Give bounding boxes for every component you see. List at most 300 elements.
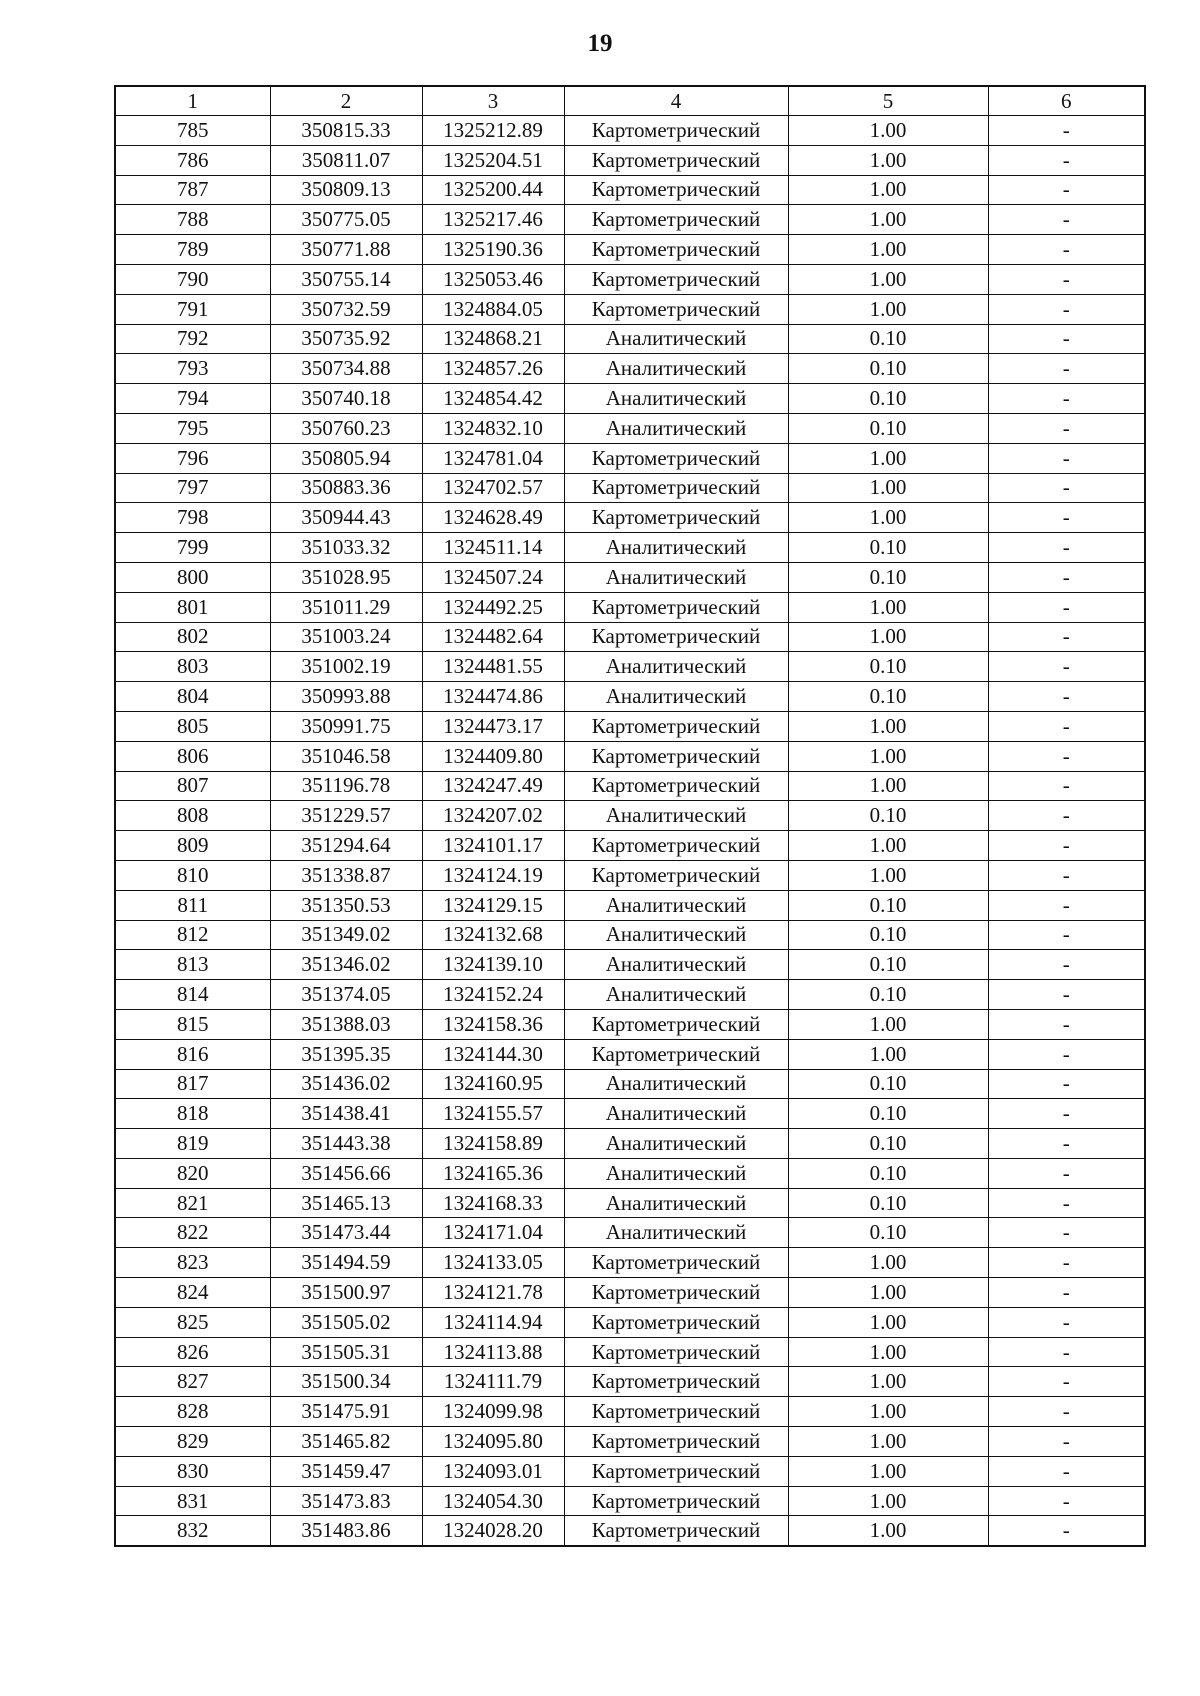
accuracy-cell: 1.00: [788, 145, 988, 175]
x-coordinate-cell: 351002.19: [270, 652, 422, 682]
accuracy-cell: 1.00: [788, 235, 988, 265]
x-coordinate-cell: 351346.02: [270, 950, 422, 980]
table-row: [115, 1218, 1145, 1248]
accuracy-cell: 0.10: [788, 324, 988, 354]
y-coordinate-cell: 1324099.98: [422, 1397, 564, 1427]
y-coordinate-cell: 1325212.89: [422, 116, 564, 146]
method-cell: Картометрический: [564, 1248, 788, 1278]
point-number-cell: 829: [115, 1427, 270, 1457]
x-coordinate-cell: 351500.97: [270, 1278, 422, 1308]
x-coordinate-cell: 350775.05: [270, 205, 422, 235]
method-cell: Аналитический: [564, 1099, 788, 1129]
x-coordinate-cell: 350993.88: [270, 682, 422, 712]
note-cell: -: [988, 443, 1145, 473]
accuracy-cell: 0.10: [788, 413, 988, 443]
note-cell: -: [988, 771, 1145, 801]
accuracy-cell: 0.10: [788, 354, 988, 384]
table-row: [115, 890, 1145, 920]
note-cell: -: [988, 1129, 1145, 1159]
table-row: [115, 503, 1145, 533]
method-cell: Картометрический: [564, 503, 788, 533]
accuracy-cell: 0.10: [788, 890, 988, 920]
note-cell: -: [988, 503, 1145, 533]
y-coordinate-cell: 1324111.79: [422, 1367, 564, 1397]
point-number-cell: 796: [115, 443, 270, 473]
point-number-cell: 810: [115, 860, 270, 890]
y-coordinate-cell: 1324409.80: [422, 741, 564, 771]
method-cell: Картометрический: [564, 443, 788, 473]
x-coordinate-cell: 351033.32: [270, 533, 422, 563]
accuracy-cell: 0.10: [788, 1129, 988, 1159]
point-number-cell: 792: [115, 324, 270, 354]
method-cell: Картометрический: [564, 235, 788, 265]
note-cell: -: [988, 1218, 1145, 1248]
y-coordinate-cell: 1324101.17: [422, 831, 564, 861]
point-number-cell: 790: [115, 264, 270, 294]
table-row: [115, 860, 1145, 890]
note-cell: -: [988, 264, 1145, 294]
point-number-cell: 809: [115, 831, 270, 861]
x-coordinate-cell: 350883.36: [270, 473, 422, 503]
note-cell: -: [988, 1188, 1145, 1218]
x-coordinate-cell: 351338.87: [270, 860, 422, 890]
x-coordinate-cell: 351456.66: [270, 1158, 422, 1188]
note-cell: -: [988, 1069, 1145, 1099]
method-cell: Картометрический: [564, 175, 788, 205]
table-row: [115, 324, 1145, 354]
table-row: [115, 920, 1145, 950]
point-number-cell: 786: [115, 145, 270, 175]
y-coordinate-cell: 1324158.36: [422, 1009, 564, 1039]
method-cell: Аналитический: [564, 1218, 788, 1248]
table-row: [115, 1009, 1145, 1039]
column-header: 1: [115, 86, 270, 116]
point-number-cell: 798: [115, 503, 270, 533]
table-row: [115, 1397, 1145, 1427]
y-coordinate-cell: 1324113.88: [422, 1337, 564, 1367]
point-number-cell: 799: [115, 533, 270, 563]
method-cell: Картометрический: [564, 1278, 788, 1308]
table-row: [115, 264, 1145, 294]
table-row: [115, 1069, 1145, 1099]
y-coordinate-cell: 1324095.80: [422, 1427, 564, 1457]
method-cell: Картометрический: [564, 622, 788, 652]
x-coordinate-cell: 350732.59: [270, 294, 422, 324]
method-cell: Картометрический: [564, 145, 788, 175]
y-coordinate-cell: 1324492.25: [422, 592, 564, 622]
column-header: 3: [422, 86, 564, 116]
table-row: [115, 1278, 1145, 1308]
point-number-cell: 818: [115, 1099, 270, 1129]
accuracy-cell: 0.10: [788, 1218, 988, 1248]
table-row: [115, 1516, 1145, 1546]
table-body: [115, 116, 1145, 1547]
method-cell: Картометрический: [564, 264, 788, 294]
note-cell: -: [988, 741, 1145, 771]
y-coordinate-cell: 1325200.44: [422, 175, 564, 205]
y-coordinate-cell: 1324884.05: [422, 294, 564, 324]
accuracy-cell: 0.10: [788, 950, 988, 980]
accuracy-cell: 1.00: [788, 443, 988, 473]
x-coordinate-cell: 351350.53: [270, 890, 422, 920]
table-row: [115, 443, 1145, 473]
y-coordinate-cell: 1324124.19: [422, 860, 564, 890]
accuracy-cell: 1.00: [788, 1009, 988, 1039]
accuracy-cell: 0.10: [788, 920, 988, 950]
point-number-cell: 803: [115, 652, 270, 682]
accuracy-cell: 1.00: [788, 592, 988, 622]
y-coordinate-cell: 1324155.57: [422, 1099, 564, 1129]
point-number-cell: 804: [115, 682, 270, 712]
x-coordinate-cell: 351459.47: [270, 1456, 422, 1486]
y-coordinate-cell: 1324702.57: [422, 473, 564, 503]
column-header: 6: [988, 86, 1145, 116]
accuracy-cell: 0.10: [788, 1158, 988, 1188]
y-coordinate-cell: 1324857.26: [422, 354, 564, 384]
accuracy-cell: 0.10: [788, 1069, 988, 1099]
y-coordinate-cell: 1324507.24: [422, 562, 564, 592]
note-cell: -: [988, 652, 1145, 682]
x-coordinate-cell: 350815.33: [270, 116, 422, 146]
method-cell: Картометрический: [564, 473, 788, 503]
point-number-cell: 822: [115, 1218, 270, 1248]
point-number-cell: 788: [115, 205, 270, 235]
y-coordinate-cell: 1324511.14: [422, 533, 564, 563]
x-coordinate-cell: 351505.31: [270, 1337, 422, 1367]
point-number-cell: 805: [115, 711, 270, 741]
y-coordinate-cell: 1325217.46: [422, 205, 564, 235]
point-number-cell: 816: [115, 1039, 270, 1069]
x-coordinate-cell: 351028.95: [270, 562, 422, 592]
method-cell: Аналитический: [564, 533, 788, 563]
x-coordinate-cell: 351436.02: [270, 1069, 422, 1099]
note-cell: -: [988, 235, 1145, 265]
x-coordinate-cell: 350760.23: [270, 413, 422, 443]
method-cell: Аналитический: [564, 324, 788, 354]
note-cell: -: [988, 950, 1145, 980]
table-row: [115, 592, 1145, 622]
method-cell: Аналитический: [564, 1188, 788, 1218]
method-cell: Картометрический: [564, 741, 788, 771]
point-number-cell: 819: [115, 1129, 270, 1159]
y-coordinate-cell: 1324247.49: [422, 771, 564, 801]
point-number-cell: 817: [115, 1069, 270, 1099]
accuracy-cell: 1.00: [788, 264, 988, 294]
y-coordinate-cell: 1324144.30: [422, 1039, 564, 1069]
x-coordinate-cell: 351475.91: [270, 1397, 422, 1427]
table-row: [115, 562, 1145, 592]
table-row: [115, 1307, 1145, 1337]
note-cell: -: [988, 682, 1145, 712]
method-cell: Аналитический: [564, 890, 788, 920]
method-cell: Картометрический: [564, 116, 788, 146]
point-number-cell: 791: [115, 294, 270, 324]
note-cell: -: [988, 533, 1145, 563]
point-number-cell: 831: [115, 1486, 270, 1516]
table-row: [115, 205, 1145, 235]
note-cell: -: [988, 711, 1145, 741]
y-coordinate-cell: 1324474.86: [422, 682, 564, 712]
note-cell: -: [988, 205, 1145, 235]
x-coordinate-cell: 351438.41: [270, 1099, 422, 1129]
table-row: [115, 1099, 1145, 1129]
note-cell: -: [988, 294, 1145, 324]
note-cell: -: [988, 1158, 1145, 1188]
point-number-cell: 797: [115, 473, 270, 503]
method-cell: Аналитический: [564, 682, 788, 712]
x-coordinate-cell: 350944.43: [270, 503, 422, 533]
note-cell: -: [988, 1039, 1145, 1069]
accuracy-cell: 0.10: [788, 652, 988, 682]
note-cell: -: [988, 354, 1145, 384]
method-cell: Картометрический: [564, 1009, 788, 1039]
point-number-cell: 814: [115, 980, 270, 1010]
x-coordinate-cell: 351473.83: [270, 1486, 422, 1516]
accuracy-cell: 1.00: [788, 1397, 988, 1427]
method-cell: Картометрический: [564, 1307, 788, 1337]
accuracy-cell: 0.10: [788, 1188, 988, 1218]
x-coordinate-cell: 351395.35: [270, 1039, 422, 1069]
y-coordinate-cell: 1324093.01: [422, 1456, 564, 1486]
table-row: [115, 1367, 1145, 1397]
point-number-cell: 795: [115, 413, 270, 443]
method-cell: Картометрический: [564, 592, 788, 622]
method-cell: Картометрический: [564, 294, 788, 324]
accuracy-cell: 1.00: [788, 831, 988, 861]
method-cell: Аналитический: [564, 920, 788, 950]
x-coordinate-cell: 351046.58: [270, 741, 422, 771]
y-coordinate-cell: 1324152.24: [422, 980, 564, 1010]
point-number-cell: 812: [115, 920, 270, 950]
y-coordinate-cell: 1324165.36: [422, 1158, 564, 1188]
y-coordinate-cell: 1324133.05: [422, 1248, 564, 1278]
accuracy-cell: 0.10: [788, 384, 988, 414]
x-coordinate-cell: 350991.75: [270, 711, 422, 741]
accuracy-cell: 0.10: [788, 682, 988, 712]
y-coordinate-cell: 1324129.15: [422, 890, 564, 920]
point-number-cell: 789: [115, 235, 270, 265]
method-cell: Аналитический: [564, 413, 788, 443]
method-cell: Картометрический: [564, 711, 788, 741]
point-number-cell: 824: [115, 1278, 270, 1308]
point-number-cell: 825: [115, 1307, 270, 1337]
method-cell: Аналитический: [564, 801, 788, 831]
note-cell: -: [988, 324, 1145, 354]
accuracy-cell: 1.00: [788, 294, 988, 324]
point-number-cell: 821: [115, 1188, 270, 1218]
accuracy-cell: 1.00: [788, 1427, 988, 1457]
accuracy-cell: 0.10: [788, 1099, 988, 1129]
table-row: [115, 1039, 1145, 1069]
accuracy-cell: 1.00: [788, 473, 988, 503]
accuracy-cell: 1.00: [788, 741, 988, 771]
y-coordinate-cell: 1324207.02: [422, 801, 564, 831]
table-row: [115, 294, 1145, 324]
table-row: [115, 771, 1145, 801]
accuracy-cell: 0.10: [788, 562, 988, 592]
x-coordinate-cell: 351011.29: [270, 592, 422, 622]
method-cell: Аналитический: [564, 1129, 788, 1159]
x-coordinate-cell: 350735.92: [270, 324, 422, 354]
method-cell: Картометрический: [564, 1039, 788, 1069]
method-cell: Картометрический: [564, 1456, 788, 1486]
x-coordinate-cell: 351505.02: [270, 1307, 422, 1337]
table-row: [115, 1337, 1145, 1367]
method-cell: Картометрический: [564, 205, 788, 235]
x-coordinate-cell: 350734.88: [270, 354, 422, 384]
method-cell: Картометрический: [564, 860, 788, 890]
x-coordinate-cell: 350740.18: [270, 384, 422, 414]
point-number-cell: 811: [115, 890, 270, 920]
method-cell: Аналитический: [564, 384, 788, 414]
table-row: [115, 145, 1145, 175]
x-coordinate-cell: 351465.13: [270, 1188, 422, 1218]
accuracy-cell: 1.00: [788, 1456, 988, 1486]
accuracy-cell: 1.00: [788, 771, 988, 801]
table-row: [115, 980, 1145, 1010]
note-cell: -: [988, 384, 1145, 414]
coordinates-table: [114, 85, 1146, 1547]
method-cell: Картометрический: [564, 1427, 788, 1457]
table-row: [115, 533, 1145, 563]
accuracy-cell: 1.00: [788, 1278, 988, 1308]
method-cell: Аналитический: [564, 980, 788, 1010]
x-coordinate-cell: 350755.14: [270, 264, 422, 294]
y-coordinate-cell: 1324781.04: [422, 443, 564, 473]
y-coordinate-cell: 1324158.89: [422, 1129, 564, 1159]
table-row: [115, 384, 1145, 414]
point-number-cell: 785: [115, 116, 270, 146]
point-number-cell: 807: [115, 771, 270, 801]
column-header: 5: [788, 86, 988, 116]
method-cell: Аналитический: [564, 1069, 788, 1099]
point-number-cell: 813: [115, 950, 270, 980]
method-cell: Картометрический: [564, 771, 788, 801]
page-number: 19: [587, 30, 613, 57]
note-cell: -: [988, 116, 1145, 146]
accuracy-cell: 1.00: [788, 1307, 988, 1337]
x-coordinate-cell: 351443.38: [270, 1129, 422, 1159]
table-row: [115, 1248, 1145, 1278]
accuracy-cell: 1.00: [788, 1248, 988, 1278]
y-coordinate-cell: 1324054.30: [422, 1486, 564, 1516]
x-coordinate-cell: 351196.78: [270, 771, 422, 801]
note-cell: -: [988, 473, 1145, 503]
y-coordinate-cell: 1324628.49: [422, 503, 564, 533]
table-row: [115, 235, 1145, 265]
note-cell: -: [988, 175, 1145, 205]
note-cell: -: [988, 145, 1145, 175]
table-row: [115, 950, 1145, 980]
y-coordinate-cell: 1325053.46: [422, 264, 564, 294]
table-row: [115, 1158, 1145, 1188]
y-coordinate-cell: 1324132.68: [422, 920, 564, 950]
note-cell: -: [988, 860, 1145, 890]
note-cell: -: [988, 980, 1145, 1010]
table-header-row: [115, 86, 1145, 116]
method-cell: Аналитический: [564, 562, 788, 592]
point-number-cell: 801: [115, 592, 270, 622]
method-cell: Картометрический: [564, 1367, 788, 1397]
accuracy-cell: 1.00: [788, 1486, 988, 1516]
method-cell: Картометрический: [564, 1516, 788, 1546]
note-cell: -: [988, 622, 1145, 652]
point-number-cell: 808: [115, 801, 270, 831]
point-number-cell: 830: [115, 1456, 270, 1486]
note-cell: -: [988, 1099, 1145, 1129]
table-row: [115, 354, 1145, 384]
accuracy-cell: 1.00: [788, 503, 988, 533]
y-coordinate-cell: 1325190.36: [422, 235, 564, 265]
table-row: [115, 1486, 1145, 1516]
y-coordinate-cell: 1324139.10: [422, 950, 564, 980]
x-coordinate-cell: 351473.44: [270, 1218, 422, 1248]
x-coordinate-cell: 350771.88: [270, 235, 422, 265]
accuracy-cell: 1.00: [788, 205, 988, 235]
point-number-cell: 793: [115, 354, 270, 384]
column-header: 2: [270, 86, 422, 116]
accuracy-cell: 1.00: [788, 116, 988, 146]
y-coordinate-cell: 1324121.78: [422, 1278, 564, 1308]
point-number-cell: 806: [115, 741, 270, 771]
method-cell: Аналитический: [564, 950, 788, 980]
x-coordinate-cell: 351500.34: [270, 1367, 422, 1397]
y-coordinate-cell: 1324481.55: [422, 652, 564, 682]
accuracy-cell: 0.10: [788, 533, 988, 563]
x-coordinate-cell: 351494.59: [270, 1248, 422, 1278]
x-coordinate-cell: 350811.07: [270, 145, 422, 175]
point-number-cell: 828: [115, 1397, 270, 1427]
x-coordinate-cell: 350809.13: [270, 175, 422, 205]
note-cell: -: [988, 1337, 1145, 1367]
y-coordinate-cell: 1324160.95: [422, 1069, 564, 1099]
point-number-cell: 823: [115, 1248, 270, 1278]
method-cell: Картометрический: [564, 1397, 788, 1427]
y-coordinate-cell: 1324854.42: [422, 384, 564, 414]
note-cell: -: [988, 1278, 1145, 1308]
y-coordinate-cell: 1324168.33: [422, 1188, 564, 1218]
x-coordinate-cell: 350805.94: [270, 443, 422, 473]
note-cell: -: [988, 1456, 1145, 1486]
table-row: [115, 622, 1145, 652]
accuracy-cell: 1.00: [788, 711, 988, 741]
table-row: [115, 711, 1145, 741]
x-coordinate-cell: 351349.02: [270, 920, 422, 950]
note-cell: -: [988, 1516, 1145, 1546]
note-cell: -: [988, 1397, 1145, 1427]
note-cell: -: [988, 1307, 1145, 1337]
x-coordinate-cell: 351229.57: [270, 801, 422, 831]
point-number-cell: 787: [115, 175, 270, 205]
y-coordinate-cell: 1324028.20: [422, 1516, 564, 1546]
accuracy-cell: 1.00: [788, 1367, 988, 1397]
accuracy-cell: 1.00: [788, 1039, 988, 1069]
point-number-cell: 802: [115, 622, 270, 652]
table-row: [115, 682, 1145, 712]
column-header: 4: [564, 86, 788, 116]
x-coordinate-cell: 351388.03: [270, 1009, 422, 1039]
accuracy-cell: 0.10: [788, 980, 988, 1010]
note-cell: -: [988, 1248, 1145, 1278]
y-coordinate-cell: 1324114.94: [422, 1307, 564, 1337]
method-cell: Картометрический: [564, 831, 788, 861]
x-coordinate-cell: 351003.24: [270, 622, 422, 652]
note-cell: -: [988, 801, 1145, 831]
table-row: [115, 801, 1145, 831]
accuracy-cell: 1.00: [788, 622, 988, 652]
table-row: [115, 1129, 1145, 1159]
method-cell: Картометрический: [564, 1486, 788, 1516]
